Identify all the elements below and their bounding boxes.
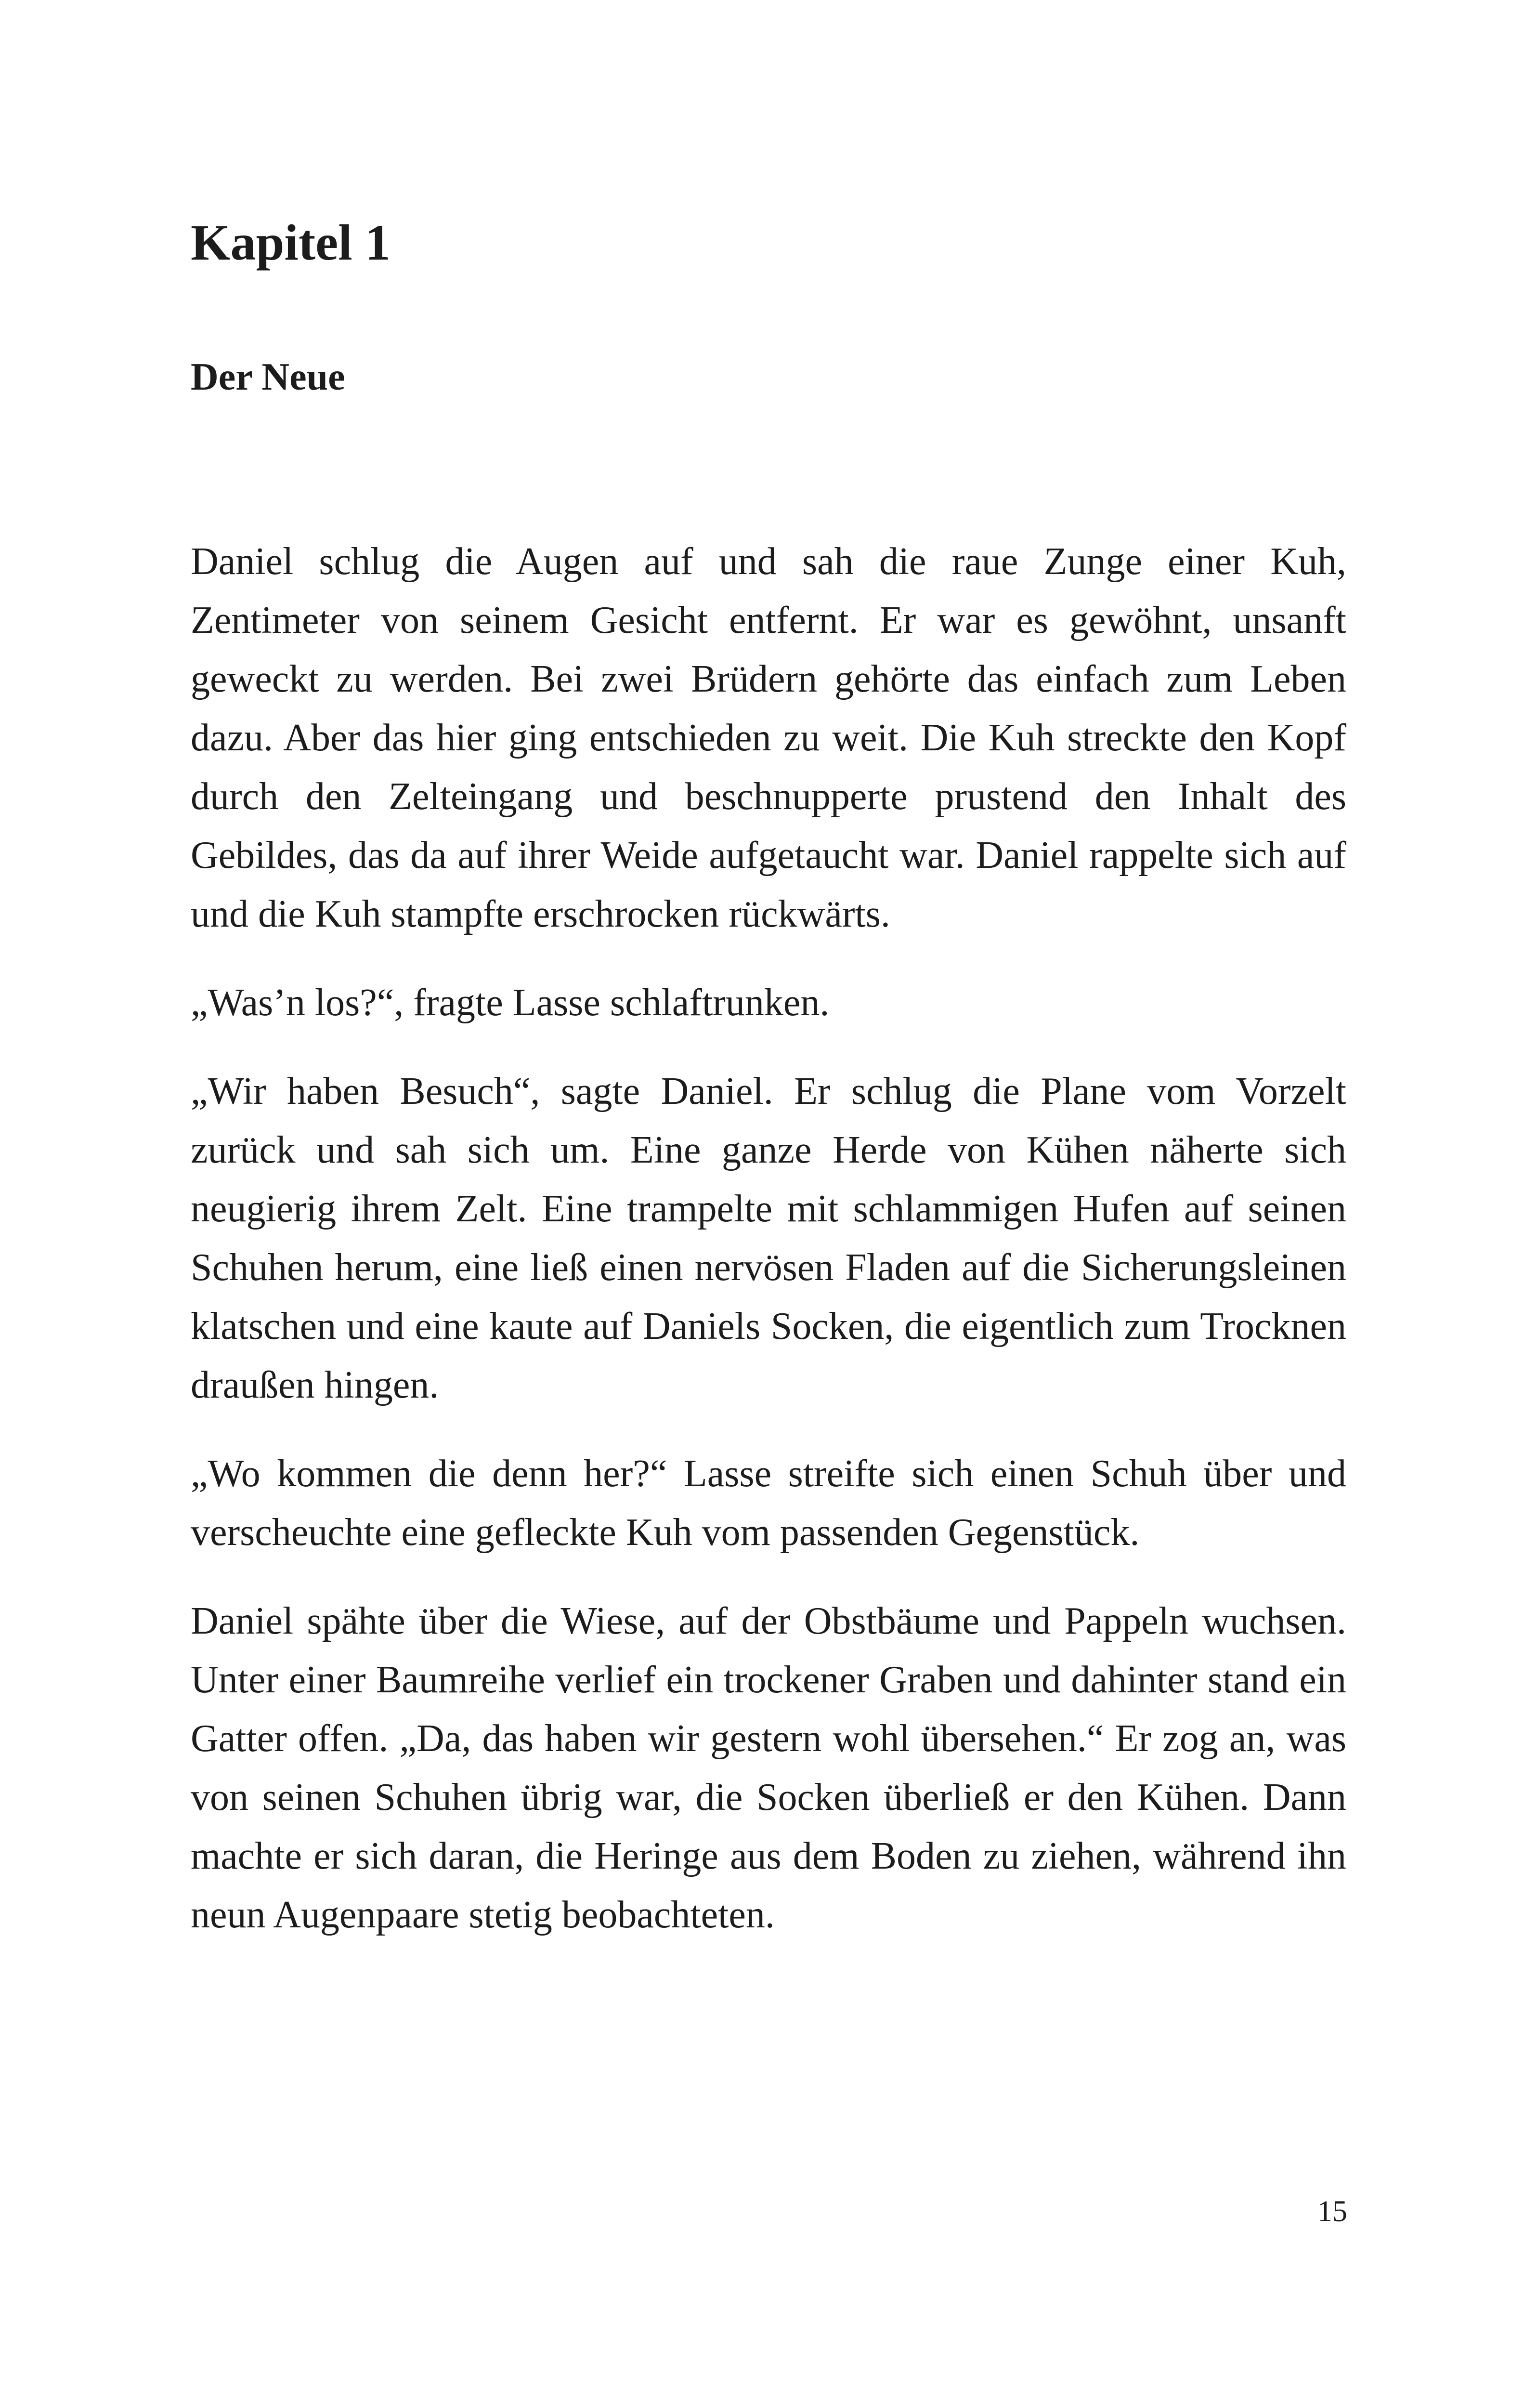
- paragraph-5: Daniel spähte über die Wiese, auf der Obstbäume und Pappeln wuchsen. Unter einer Baumreihe verlief ein trockener Graben und dahinter stand ein Gatter offen. „Da, das haben wir gestern wohl übersehen.“ Er zog an, was von seinen Schuhen übrig war, die Socken überließ er den Kühen. Dann machte er sich daran, die Heringe aus dem Boden zu ziehen, während ihn neun Augenpaare stetig beobachteten.: [191, 1600, 1346, 1936]
- paragraph-2: „Was’n los?“, fragte Lasse schlaftrunken.: [191, 982, 830, 1024]
- paragraph-1: Daniel schlug die Augen auf und sah die raue Zunge einer Kuh, Zentimeter von seinem Gesicht entfernt. Er war es gewöhnt, unsanft geweckt zu werden. Bei zwei Brüdern gehörte das einfach zum Leben dazu. Aber das hier ging entschieden zu weit. Die Kuh streckte den Kopf durch den Zelteingang und beschnupperte prustend den Inhalt des Gebildes, das da auf ihrer Weide aufgetaucht war. Daniel rappelte sich auf und die Kuh stampfte erschrocken rückwärts.: [191, 540, 1346, 935]
- page-number: 15: [1317, 2195, 1347, 2228]
- paragraph-3: „Wir haben Besuch“, sagte Daniel. Er schlug die Plane vom Vorzelt zurück und sah sich um. Eine ganze Herde von Kühen näherte sich neugierig ihrem Zelt. Eine trampelte mit schlammigen Hufen auf seinen Schuhen herum, eine ließ einen nervösen Fladen auf die Sicherungsleinen klatschen und eine kaute auf Daniels Socken, die eigentlich zum Trocknen draußen hingen.: [191, 1070, 1346, 1406]
- paragraph-4: „Wo kommen die denn her?“ Lasse streifte sich einen Schuh über und verscheuchte eine gefleckte Kuh vom passenden Gegenstück.: [191, 1453, 1346, 1554]
- section-title: Der Neue: [191, 356, 345, 398]
- chapter-title: Kapitel 1: [191, 214, 391, 271]
- body-text: [191, 532, 1346, 1974]
